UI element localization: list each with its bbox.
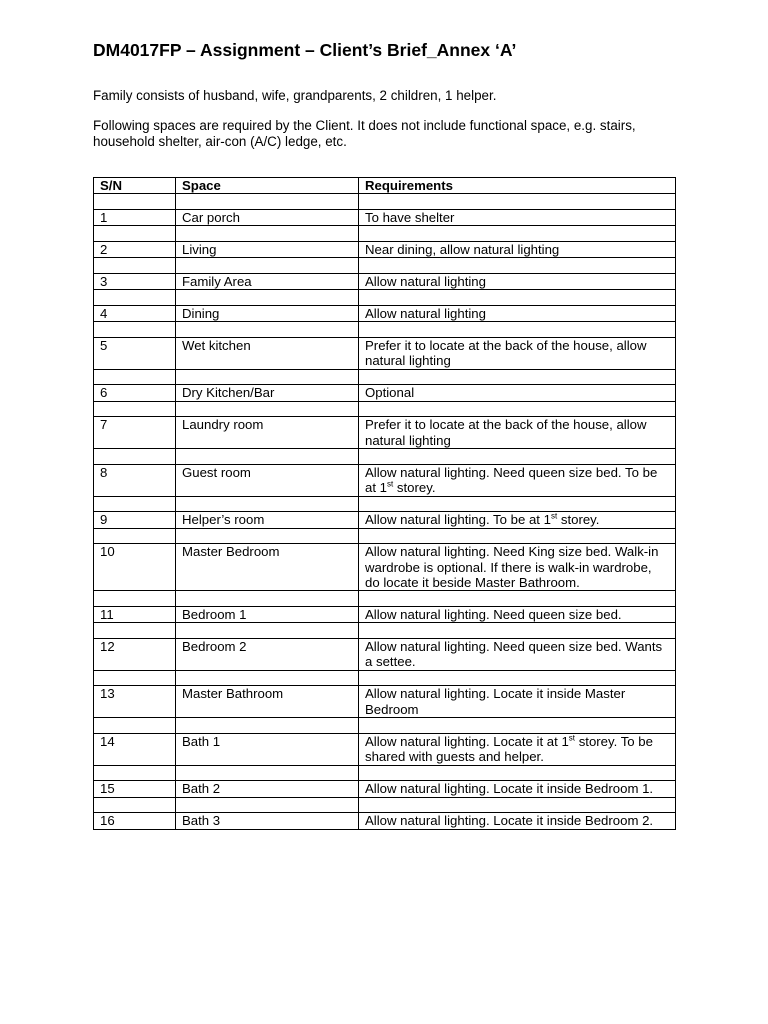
sn-cell: 3 (94, 274, 176, 290)
table-row (94, 607, 676, 623)
table-row (94, 639, 676, 671)
empty-cell (94, 194, 176, 210)
empty-cell (176, 765, 359, 781)
table-spacer-row (94, 194, 676, 210)
empty-cell (176, 369, 359, 385)
document-title: DM4017FP – Assignment – Client’s Brief_Annex ‘A’ (93, 40, 517, 60)
requirements-cell: Allow natural lighting (359, 306, 676, 322)
empty-cell (94, 718, 176, 734)
sn-cell: 4 (94, 306, 176, 322)
empty-cell (359, 670, 676, 686)
table-row (94, 686, 676, 718)
header-space: Space (176, 178, 359, 194)
requirements-cell: Allow natural lighting. Need queen size bed. (359, 607, 676, 623)
empty-cell (359, 623, 676, 639)
empty-cell (359, 322, 676, 338)
requirements-cell (359, 512, 676, 528)
requirements-cell: Allow natural lighting. Locate it inside Bedroom 1. (359, 781, 676, 797)
space-cell: Dry Kitchen/Bar (176, 385, 359, 401)
requirements-cell: To have shelter (359, 210, 676, 226)
requirements-text: storey. (393, 480, 436, 496)
sn-cell: 7 (94, 417, 176, 449)
space-cell: Bedroom 1 (176, 607, 359, 623)
table-row (94, 210, 676, 226)
empty-cell (94, 591, 176, 607)
empty-cell (359, 496, 676, 512)
sn-cell: 14 (94, 733, 176, 765)
table-spacer-row (94, 449, 676, 465)
space-cell: Car porch (176, 210, 359, 226)
space-cell: Master Bathroom (176, 686, 359, 718)
table-row (94, 464, 676, 496)
table-spacer-row (94, 670, 676, 686)
space-cell: Master Bedroom (176, 544, 359, 591)
requirements-text: storey. To be shared with guests and helper. (365, 733, 653, 765)
empty-cell (176, 194, 359, 210)
empty-cell (176, 449, 359, 465)
requirements-table (93, 177, 676, 830)
sn-cell: 16 (94, 813, 176, 829)
table-header-row (94, 178, 676, 194)
ordinal-suffix: st (568, 733, 576, 743)
empty-cell (94, 322, 176, 338)
table-spacer-row (94, 528, 676, 544)
empty-cell (176, 591, 359, 607)
empty-cell (176, 290, 359, 306)
table-spacer-row (94, 226, 676, 242)
empty-cell (176, 322, 359, 338)
empty-cell (176, 258, 359, 274)
requirements-cell: Prefer it to locate at the back of the house, allow natural lighting (359, 417, 676, 449)
requirements-text: Allow natural lighting. Locate it at 1 (365, 733, 569, 749)
space-cell: Bedroom 2 (176, 639, 359, 671)
header-requirements: Requirements (359, 178, 676, 194)
sn-cell: 8 (94, 464, 176, 496)
empty-cell (359, 449, 676, 465)
empty-cell (176, 670, 359, 686)
empty-cell (359, 401, 676, 417)
sn-cell: 9 (94, 512, 176, 528)
table-row (94, 813, 676, 829)
empty-cell (176, 496, 359, 512)
table-spacer-row (94, 718, 676, 734)
empty-cell (94, 765, 176, 781)
table-row (94, 544, 676, 591)
empty-cell (359, 369, 676, 385)
space-cell: Guest room (176, 464, 359, 496)
table-spacer-row (94, 290, 676, 306)
sn-cell: 2 (94, 242, 176, 258)
requirements-text: storey. (557, 512, 600, 528)
empty-cell (176, 401, 359, 417)
ordinal-suffix: st (550, 511, 558, 521)
requirements-cell: Allow natural lighting. Need King size bed. Walk-in wardrobe is optional. If there is walk-in wardrobe, do locate it beside Master Bathroom. (359, 544, 676, 591)
empty-cell (94, 528, 176, 544)
requirements-cell: Prefer it to locate at the back of the house, allow natural lighting (359, 338, 676, 370)
empty-cell (94, 449, 176, 465)
space-cell: Bath 1 (176, 733, 359, 765)
empty-cell (94, 623, 176, 639)
space-cell: Wet kitchen (176, 338, 359, 370)
space-cell: Laundry room (176, 417, 359, 449)
space-cell: Family Area (176, 274, 359, 290)
table-row (94, 733, 676, 765)
table-spacer-row (94, 322, 676, 338)
empty-cell (176, 226, 359, 242)
requirements-cell: Allow natural lighting. Need queen size bed. Wants a settee. (359, 639, 676, 671)
table-spacer-row (94, 797, 676, 813)
requirements-cell: Allow natural lighting. Locate it inside Bedroom 2. (359, 813, 676, 829)
space-cell: Bath 3 (176, 813, 359, 829)
table-spacer-row (94, 369, 676, 385)
empty-cell (359, 797, 676, 813)
table-spacer-row (94, 496, 676, 512)
table-row (94, 512, 676, 528)
table-row (94, 274, 676, 290)
sn-cell: 11 (94, 607, 176, 623)
table-spacer-row (94, 401, 676, 417)
empty-cell (359, 258, 676, 274)
table-row (94, 385, 676, 401)
empty-cell (359, 718, 676, 734)
empty-cell (94, 369, 176, 385)
empty-cell (176, 623, 359, 639)
family-intro: Family consists of husband, wife, grandparents, 2 children, 1 helper. (93, 88, 497, 103)
requirements-cell (359, 733, 676, 765)
space-cell: Bath 2 (176, 781, 359, 797)
ordinal-suffix: st (387, 479, 394, 489)
empty-cell (359, 528, 676, 544)
table-row (94, 781, 676, 797)
sn-cell: 12 (94, 639, 176, 671)
sn-cell: 6 (94, 385, 176, 401)
table-row (94, 417, 676, 449)
empty-cell (359, 194, 676, 210)
requirements-text: Allow natural lighting. To be at 1 (365, 512, 551, 528)
header-sn: S/N (94, 178, 176, 194)
empty-cell (176, 528, 359, 544)
empty-cell (359, 290, 676, 306)
requirements-cell: Allow natural lighting (359, 274, 676, 290)
empty-cell (359, 226, 676, 242)
requirements-cell: Near dining, allow natural lighting (359, 242, 676, 258)
empty-cell (94, 670, 176, 686)
empty-cell (359, 765, 676, 781)
table-spacer-row (94, 623, 676, 639)
space-cell: Helper’s room (176, 512, 359, 528)
empty-cell (94, 226, 176, 242)
sn-cell: 1 (94, 210, 176, 226)
table-spacer-row (94, 765, 676, 781)
sn-cell: 15 (94, 781, 176, 797)
requirements-text: Allow natural lighting. Need queen size bed. To be at 1 (365, 464, 658, 496)
empty-cell (94, 401, 176, 417)
table-row (94, 306, 676, 322)
space-cell: Living (176, 242, 359, 258)
requirements-cell (359, 464, 676, 496)
table-spacer-row (94, 258, 676, 274)
sn-cell: 10 (94, 544, 176, 591)
spaces-intro: Following spaces are required by the Client. It does not include functional space, e.g. stairs, household shelter, air-con (A/C) ledge, etc. (93, 118, 636, 149)
empty-cell (94, 258, 176, 274)
empty-cell (94, 496, 176, 512)
sn-cell: 5 (94, 338, 176, 370)
space-cell: Dining (176, 306, 359, 322)
empty-cell (176, 797, 359, 813)
table-spacer-row (94, 591, 676, 607)
requirements-cell: Optional (359, 385, 676, 401)
table-row (94, 242, 676, 258)
sn-cell: 13 (94, 686, 176, 718)
empty-cell (359, 591, 676, 607)
empty-cell (94, 290, 176, 306)
requirements-cell: Allow natural lighting. Locate it inside Master Bedroom (359, 686, 676, 718)
table-row (94, 338, 676, 370)
empty-cell (94, 797, 176, 813)
empty-cell (176, 718, 359, 734)
